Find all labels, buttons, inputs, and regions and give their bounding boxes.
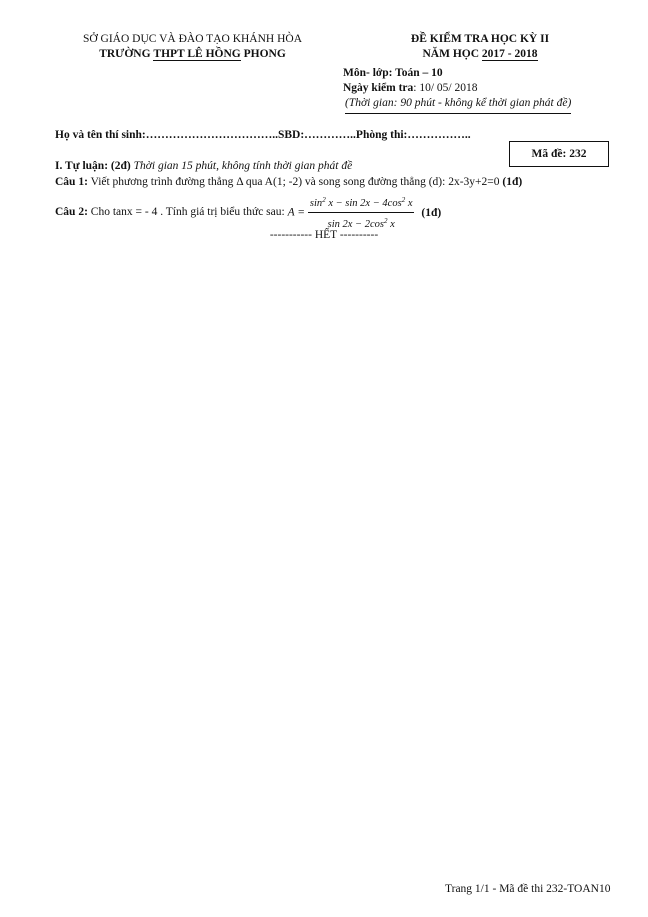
subject-label: Môn- lớp: Toán – 10 (343, 67, 443, 79)
school-year-value: 2017 - 2018 (481, 48, 538, 60)
question-1-points: (1đ) (502, 176, 523, 188)
question-2-points: (1đ) (421, 206, 442, 219)
school-year (365, 48, 595, 61)
exam-date-value: : 10/ 05/ 2018 (413, 82, 478, 94)
school-year-prefix: NĂM HỌC (422, 48, 482, 60)
den-exp: 2 (383, 217, 388, 225)
school-suffix: PHONG (240, 48, 286, 60)
question-2-text: Cho tanx = - 4 . Tính giá trị biểu thức sau: (87, 206, 288, 219)
num-exp-2: 2 (401, 196, 406, 204)
exam-date (343, 82, 477, 94)
question-2 (55, 193, 441, 232)
formula-lhs: A = (287, 206, 308, 219)
section-heading (55, 160, 352, 172)
question-1 (55, 176, 522, 188)
section-title: I. Tự luận: (2đ) (55, 160, 131, 172)
question-1-text: Viết phương trình đường thẳng Δ qua A(1; -2) và song song đường thẳng (d): 2x-3y+2=0 (87, 176, 503, 188)
formula-numerator (308, 193, 415, 213)
exam-duration: (Thời gian: 90 phút - không kể thời gian phát đề) (345, 97, 571, 114)
page-footer: Trang 1/1 - Mã đề thi 232-TOAN10 (445, 883, 611, 895)
end-mark: ----------- HẾT ---------- (269, 229, 379, 241)
exam-code: Mã đề: 232 (531, 148, 587, 160)
num-part-2: x − sin 2x − 4cos (325, 198, 402, 209)
student-info-line: Họ và tên thí sinh:……………………………..SBD:…………..Phòng thi:…………….. (55, 129, 471, 141)
den-part-2: x (387, 219, 395, 230)
school-name-underlined: THPT LÊ HỒNG (153, 48, 241, 60)
exam-date-label: Ngày kiểm tra (343, 82, 414, 94)
num-part-3: x (405, 198, 413, 209)
num-part-1: sin (309, 198, 323, 209)
num-exp-1: 2 (322, 196, 326, 204)
formula-fraction (308, 193, 415, 232)
den-part-1: sin 2x − 2cos (327, 219, 384, 230)
school-name (55, 48, 330, 61)
exam-code-box (509, 141, 609, 167)
department-name: SỞ GIÁO DỤC VÀ ĐÀO TẠO KHÁNH HÒA (82, 33, 303, 45)
question-2-label: Câu 2: (55, 206, 88, 219)
question-1-label: Câu 1: (55, 176, 88, 188)
school-prefix: TRƯỜNG (99, 48, 154, 60)
exam-title: ĐỀ KIỂM TRA HỌC KỲ II (410, 33, 550, 45)
section-note: Thời gian 15 phút, không tính thời gian phát đề (130, 160, 353, 172)
